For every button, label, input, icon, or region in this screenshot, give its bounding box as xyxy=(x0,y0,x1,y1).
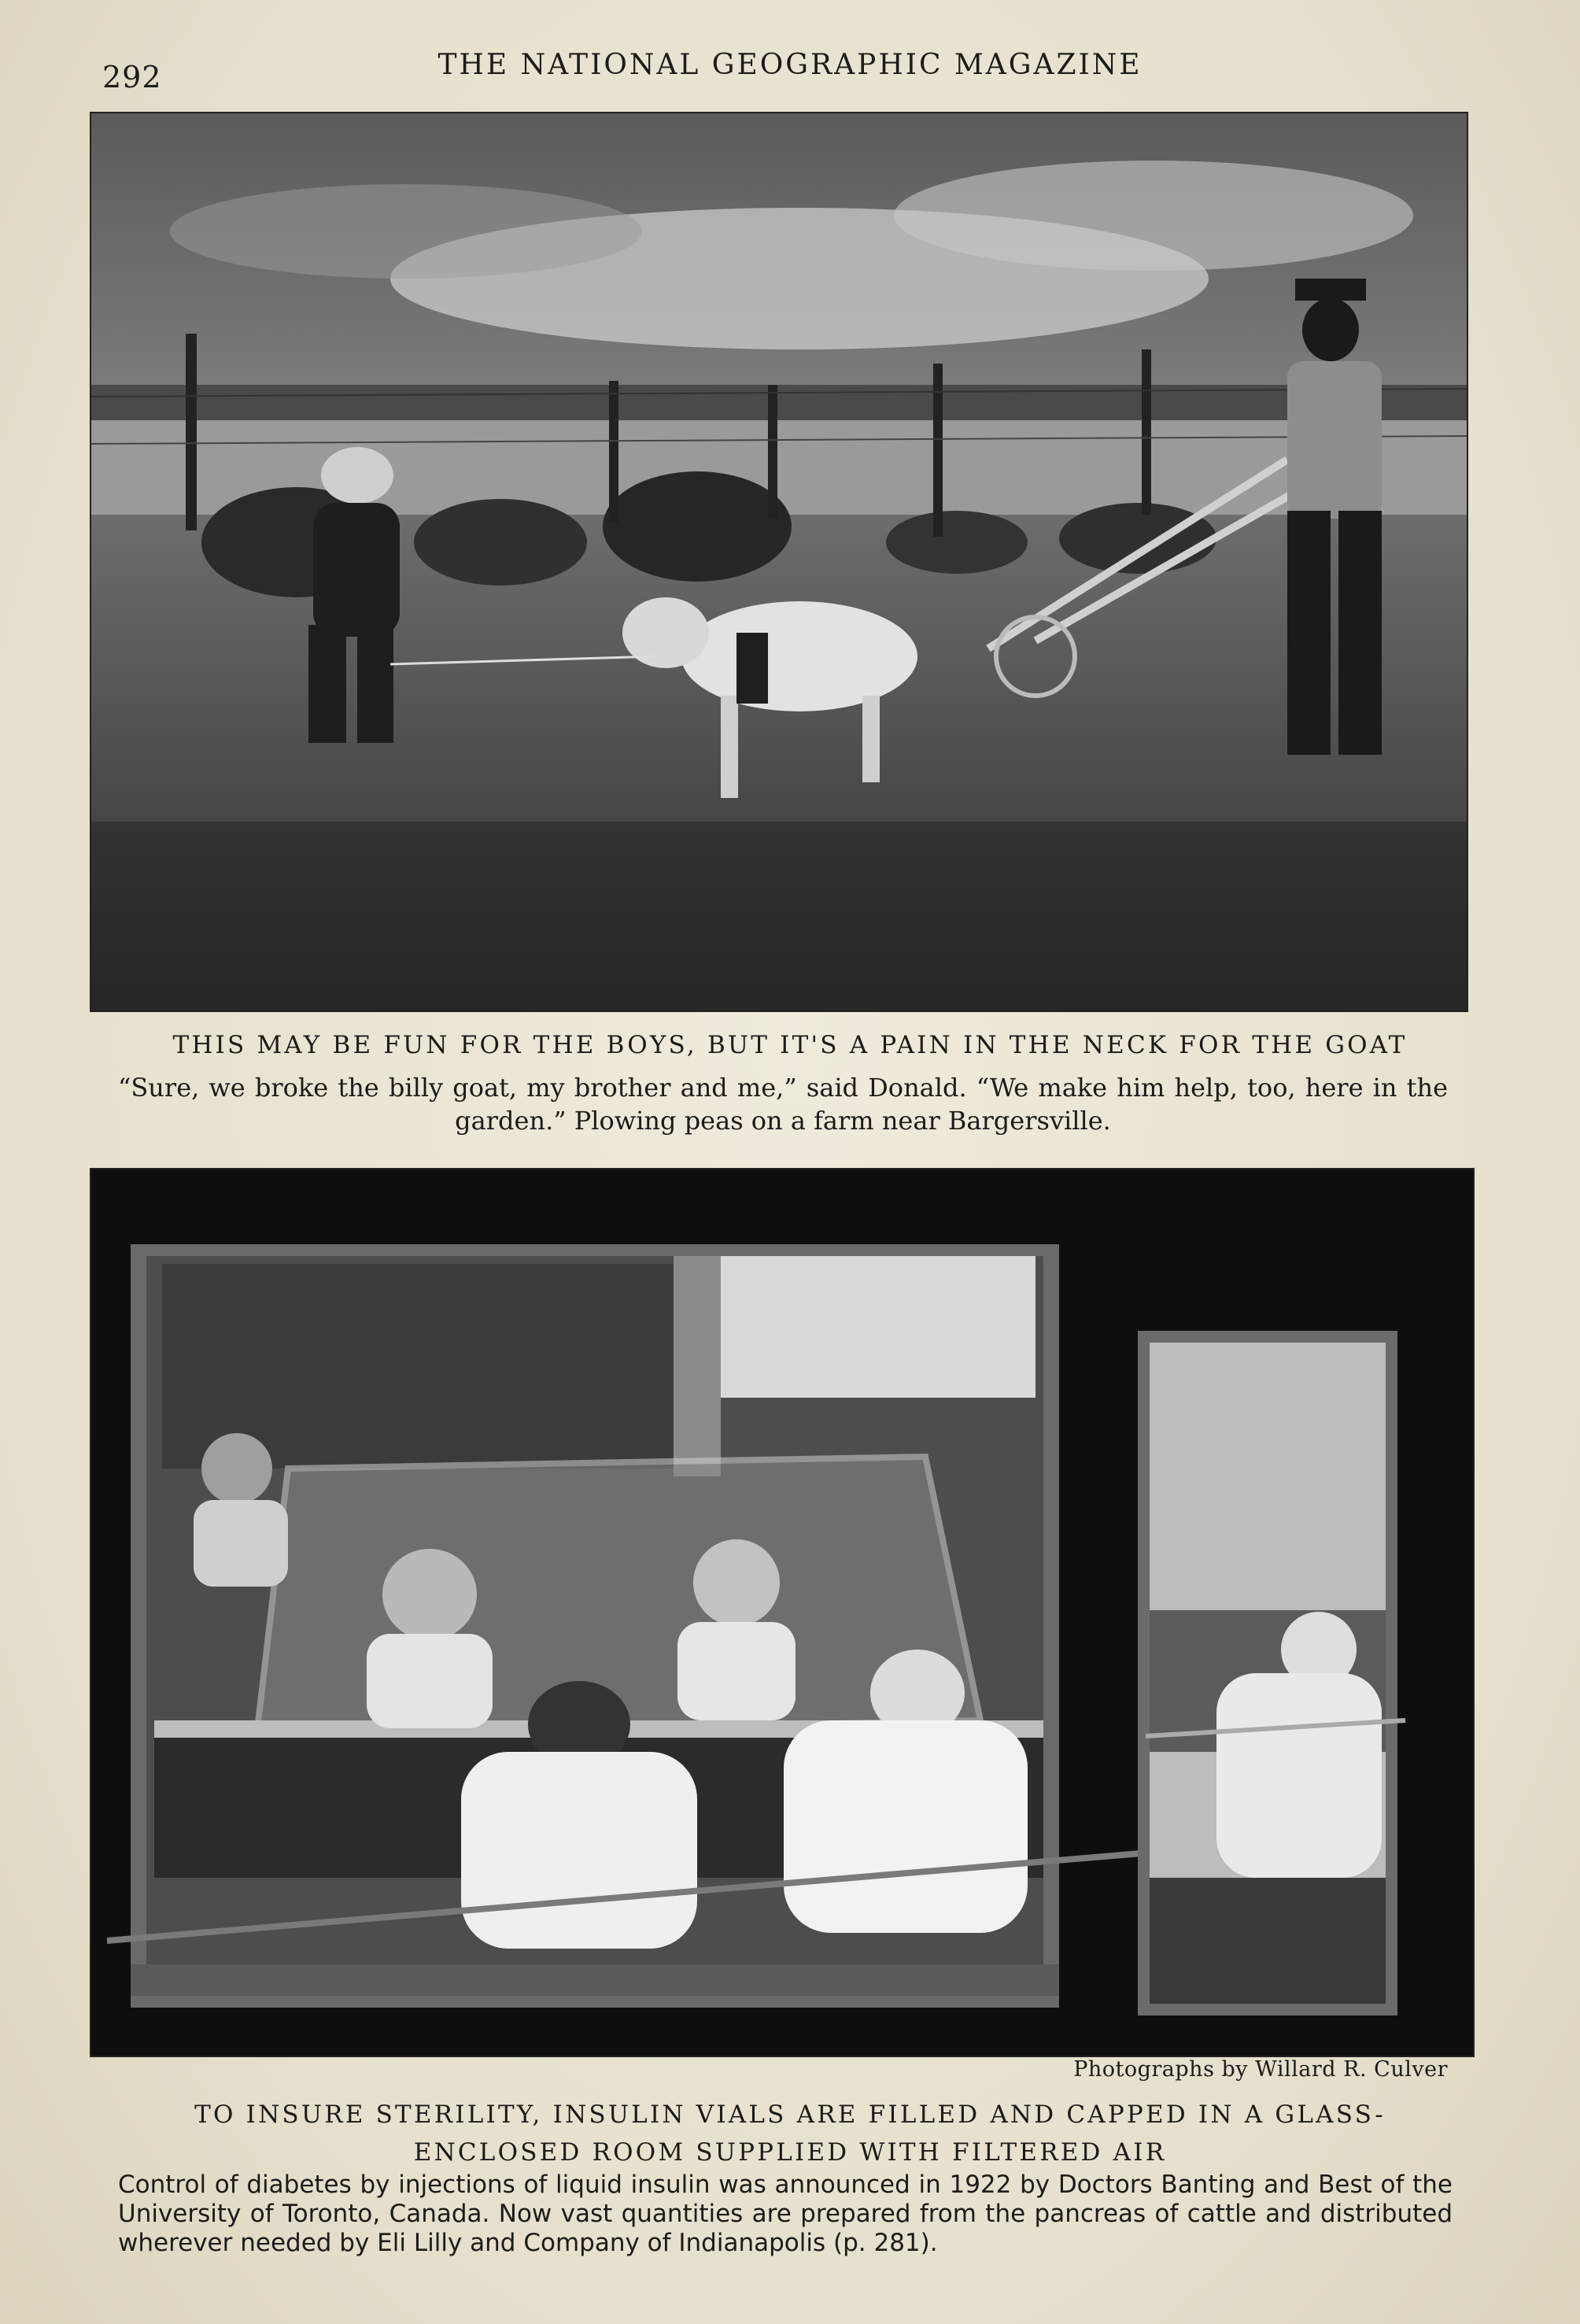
caption-2-heading-line-1: TO INSURE STERILITY, INSULIN VIALS ARE FILLED AND CAPPED IN A GLASS- xyxy=(194,2100,1386,2129)
page-number: 292 xyxy=(102,60,162,94)
caption-2-body: Control of diabetes by injections of liquid insulin was announced in 1922 by Doctors Banting and Best of the University of Toronto, Canada. Now vast quantities are prepared from the pancreas of cattle and distributed wherever needed by Eli Lilly and Company of Indianapolis (p. 281). xyxy=(118,2171,1453,2258)
caption-1-body: “Sure, we broke the billy goat, my brother and me,” said Donald. “We make him help, too, here in the garden.” Plowing peas on a farm near Bargersville. xyxy=(118,1073,1448,1136)
photo-insulin-vial-room xyxy=(91,1169,1473,2056)
running-head: THE NATIONAL GEOGRAPHIC MAGAZINE xyxy=(437,49,1143,81)
photo-boy-goat-plow xyxy=(91,113,1467,1011)
caption-1-heading: THIS MAY BE FUN FOR THE BOYS, BUT IT'S A PAIN IN THE NECK FOR THE GOAT xyxy=(172,1031,1408,1059)
caption-2-heading-line-2: ENCLOSED ROOM SUPPLIED WITH FILTERED AIR xyxy=(413,2138,1167,2167)
photo-credit: Photographs by Willard R. Culver xyxy=(1073,2057,1448,2082)
caption-2-heading xyxy=(94,2096,1486,2171)
